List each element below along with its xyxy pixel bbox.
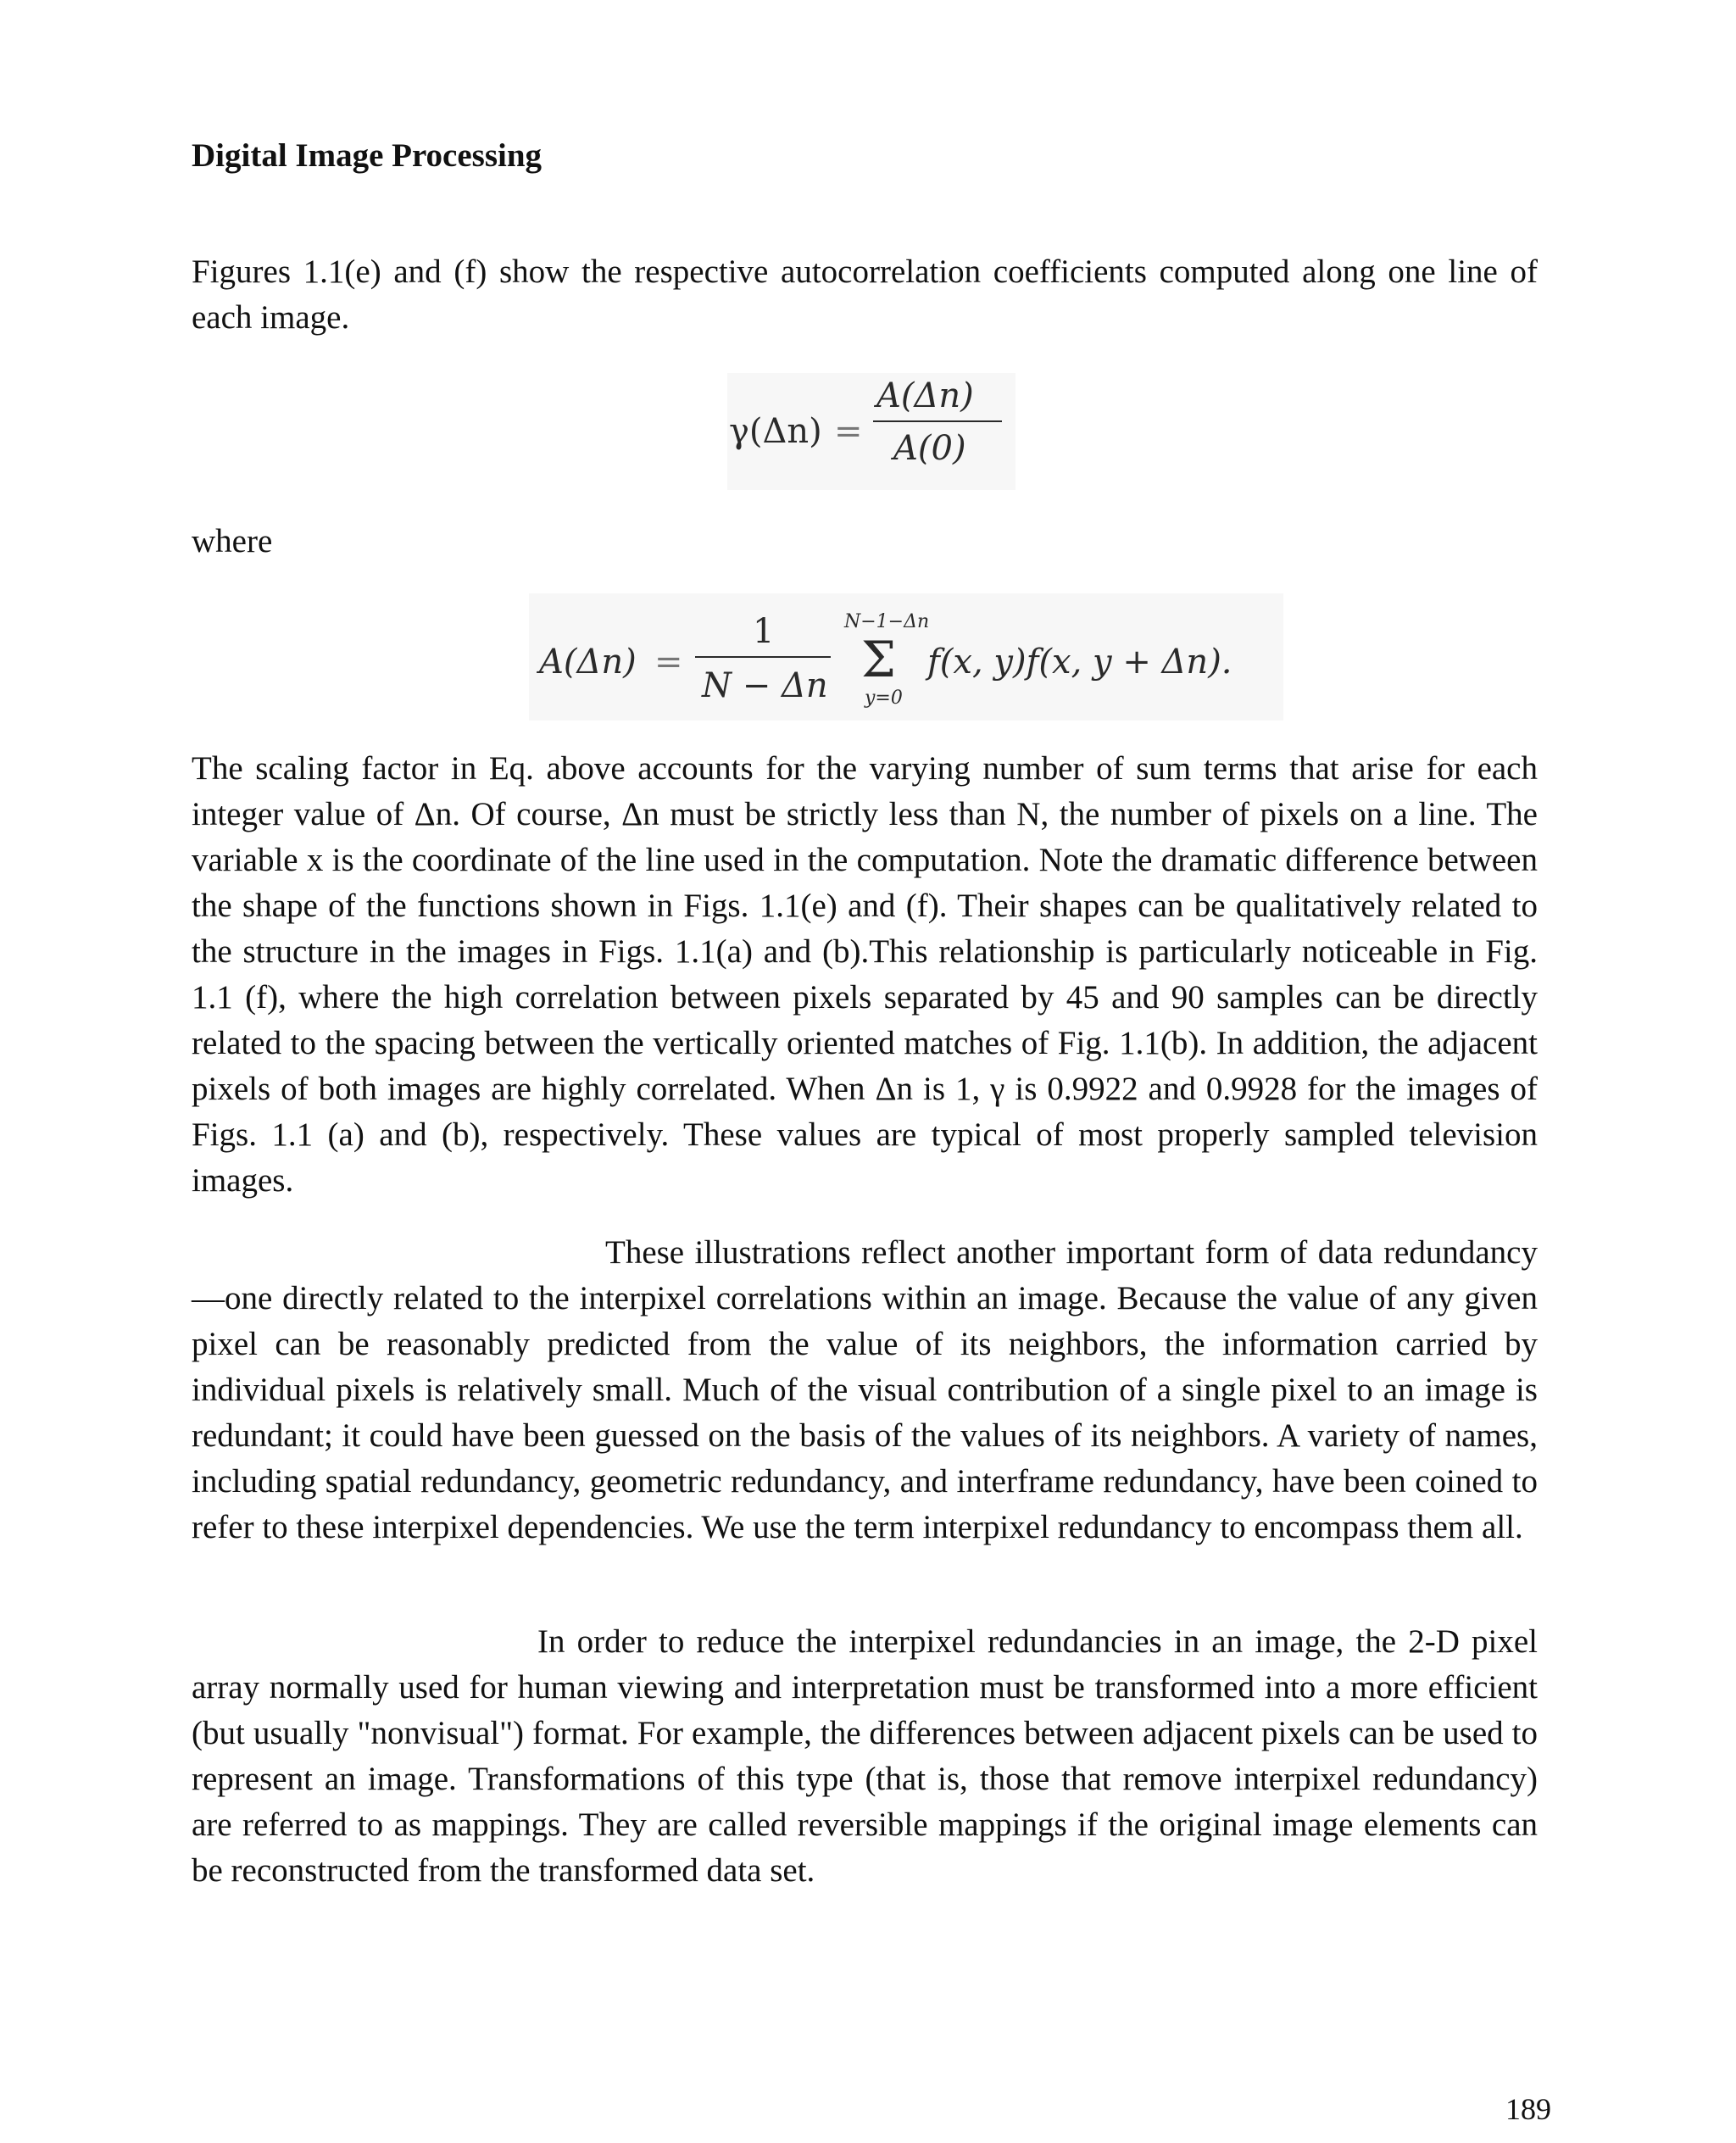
summation-symbol: Σ: [861, 631, 897, 688]
gamma-equation-equals: =: [834, 412, 863, 451]
gamma-equation-denominator: A(0): [893, 429, 966, 468]
gamma-equation-numerator: A(Δn): [876, 376, 974, 415]
paragraph-scaling-factor: The scaling factor in Eq. above accounts for the varying number of sum terms that arise for each integer value of Δn. Of course, Δn must be strictly less than N, the number of pixels on a line. The variable x is the coordinate of the line used in the computation. Note the dramatic difference between the shape of the functions shown in Figs. 1.1(e) and (f). Their shapes can be qualitatively related to the structure in the images in Figs. 1.1(a) and (b).This relationship is particularly noticeable in Fig. 1.1 (f), where the high correlation between pixels separated by 45 and 90 samples can be directly related to the spacing between the vertically oriented matches of Fig. 1.1(b). In addition, the adjacent pixels of both images are highly correlated. When Δn is 1, γ is 0.9922 and 0.9928 for the images of Figs. 1.1 (a) and (b), respectively. These values are typical of most properly sampled television images.: [192, 750, 1538, 1199]
autocorrelation-equation-lhs: A(Δn): [539, 643, 637, 682]
paragraph-intro: Figures 1.1(e) and (f) show the respective autocorrelation coefficients computed along one line of each image.: [192, 253, 1538, 336]
running-head: Digital Image Processing: [192, 137, 542, 174]
autocorrelation-equation: [529, 593, 1283, 721]
autocorrelation-equation-upper-limit: N−1−Δn: [844, 611, 930, 632]
gamma-equation-lhs: γ(Δn): [729, 412, 822, 451]
autocorrelation-equation-numerator: 1: [753, 612, 775, 651]
paragraph-illustrations: These illustrations reflect another important form of data redundancy—one directly related to the interpixel correlations within an image. Because the value of any given pixel can be reasonably predicted from the value of its neighbors, the information carried by individual pixels is relatively small. Much of the visual contribution of a single pixel to an image is redundant; it could have been guessed on the basis of the values of its neighbors. A variety of names, including spatial redundancy, geometric redundancy, and interframe redundancy, have been coined to refer to these interpixel dependencies. We use the term interpixel redundancy to encompass them all.: [192, 1234, 1538, 1545]
paragraph-reduce-redundancy: In order to reduce the interpixel redundancies in an image, the 2-D pixel array normally used for human viewing and interpretation must be transformed into a more efficient (but usually "nonvisual") format. For example, the differences between adjacent pixels can be used to represent an image. Transformations of this type (that is, those that remove interpixel redundancy) are referred to as mappings. They are called reversible mappings if the original image elements can be reconstructed from the transformed data set.: [192, 1623, 1538, 1889]
autocorrelation-equation-fraction-bar: [695, 656, 831, 658]
autocorrelation-equation-denominator: N − Δn: [702, 666, 828, 705]
gamma-equation-fraction-bar: [873, 420, 1002, 422]
autocorrelation-equation-summand: f(x, y)f(x, y + Δn).: [927, 643, 1232, 682]
autocorrelation-equation-lower-limit: y=0: [865, 687, 903, 709]
autocorrelation-equation-equals: =: [654, 643, 683, 682]
gamma-equation: [727, 373, 1015, 490]
paragraph-where: where: [192, 523, 273, 559]
page-number: 189: [1505, 2092, 1551, 2126]
